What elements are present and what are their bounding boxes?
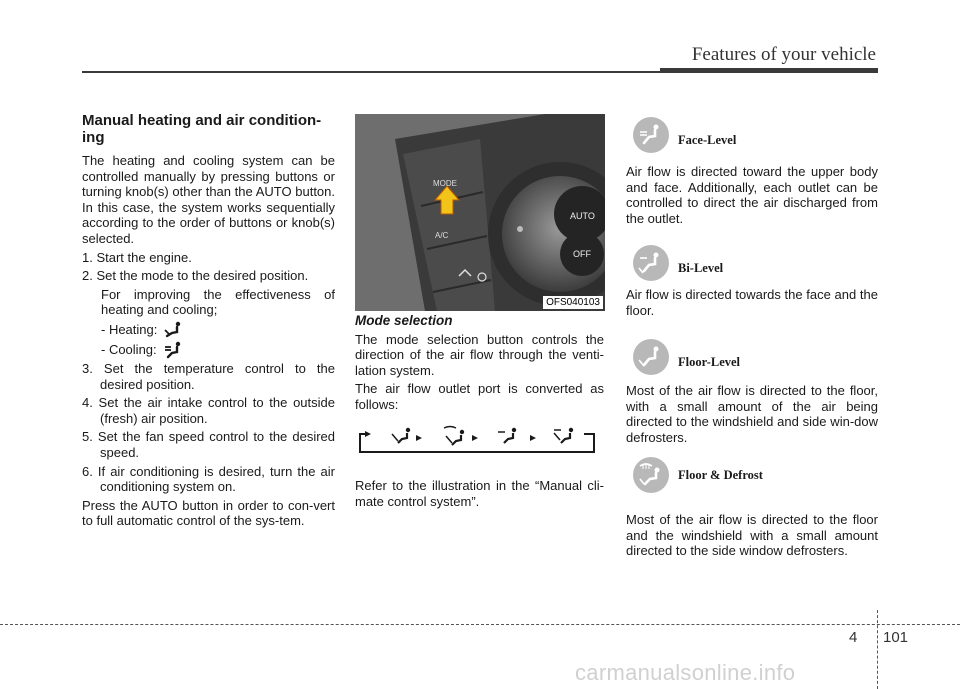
arrow-icon — [365, 431, 371, 437]
arrow-icon — [416, 435, 422, 441]
footer-divider — [877, 610, 878, 689]
step-5: 5. Set the fan speed control to the desired speed. — [82, 429, 335, 460]
cooling-label: - Cooling: — [101, 342, 157, 358]
column-manual-heating — [82, 112, 335, 532]
face-level-icon — [632, 116, 670, 154]
mode-selection-reference — [355, 478, 604, 512]
floor-level-icon — [554, 428, 573, 443]
step-3: 3. Set the temperature control to the desired position. — [82, 360, 335, 392]
step-1: 1. Start the engine. — [82, 249, 192, 265]
ac-button-label: A/C — [435, 231, 449, 240]
step-2: 2. Set the mode to the desired position. — [82, 268, 309, 284]
manual-heating-heading: Manual heating and air condition-ing — [82, 112, 322, 146]
floor-level-desc: Most of the air flow is directed to the floor, with a small amount of the air being directed to the windshield and side win-dow defrosters. — [626, 383, 878, 445]
control-panel-illustration — [355, 114, 605, 311]
page-number: 101 — [883, 629, 909, 646]
heating-label: - Heating: — [101, 322, 158, 338]
floor-level-icon — [163, 321, 185, 339]
cooling-mode-row — [82, 341, 335, 359]
heating-mode-row — [82, 321, 335, 339]
floor-level-title: Floor-Level — [678, 355, 741, 369]
section-title: Features of your vehicle — [691, 44, 876, 65]
step-4: 4. Set the air intake control to the outside (fresh) air position. — [82, 395, 335, 426]
face-level-title: Face-Level — [678, 133, 737, 147]
face-level-icon — [163, 341, 185, 359]
figure-code: OFS040103 — [543, 296, 603, 309]
bi-level-desc: Air flow is directed towards the face and the floor. — [626, 287, 878, 318]
mode-selection-p3: Refer to the illustration in the “Manual cli-mate control system”. — [355, 478, 604, 509]
floor-defrost-desc: Most of the air flow is directed to the floor and the windshield with a small amount directed to the side window defrosters. — [626, 512, 878, 559]
off-button-label: OFF — [573, 249, 591, 259]
floor-defrost-icon — [632, 456, 670, 494]
bi-level-title: Bi-Level — [678, 261, 724, 275]
climate-control-photo — [355, 114, 605, 311]
bi-level-icon — [632, 244, 670, 282]
face-level-icon — [392, 428, 410, 443]
chapter-number: 4 — [849, 629, 858, 646]
step-2-note: For improving the effectiveness of heating and cooling; — [101, 286, 335, 318]
floor-defrost-icon — [444, 427, 464, 446]
header-rule — [82, 71, 878, 73]
arrow-icon — [530, 435, 536, 441]
step-6: 6. If air conditioning is desired, turn the air conditioning system on. — [82, 463, 335, 495]
watermark: carmanualsonline.info — [575, 660, 796, 685]
mode-selection-p2: The air flow outlet port is converted as follows: — [355, 381, 604, 412]
bi-level-icon — [498, 428, 516, 443]
face-level-desc: Air flow is directed toward the upper body and face. Additionally, each outlet can be controlled to direct the air discharged from the outlet. — [626, 164, 878, 226]
footer-rule — [0, 624, 960, 625]
floor-defrost-title: Floor & Defrost — [678, 468, 763, 482]
manual-heating-intro: The heating and cooling system can be controlled manually by pressing buttons or turning knob(s) other than the AUTO button. In this case, the system works sequentially according to the order of buttons or knob(s) selected. — [82, 153, 335, 246]
column-mode-selection — [355, 313, 604, 416]
mode-selection-heading: Mode selection — [355, 313, 453, 328]
mode-sequence-diagram — [358, 424, 598, 458]
loop-line-left — [360, 434, 365, 450]
auto-button-label: AUTO — [570, 211, 595, 221]
mode-selection-p1: The mode selection button controls the direction of the air flow through the venti-lation system. — [355, 331, 604, 378]
arrow-icon — [472, 435, 478, 441]
auto-note: Press the AUTO button in order to con-vert to full automatic control of the sys-tem. — [82, 497, 335, 529]
mode-button-label: MODE — [433, 179, 457, 188]
floor-level-icon — [632, 338, 670, 376]
